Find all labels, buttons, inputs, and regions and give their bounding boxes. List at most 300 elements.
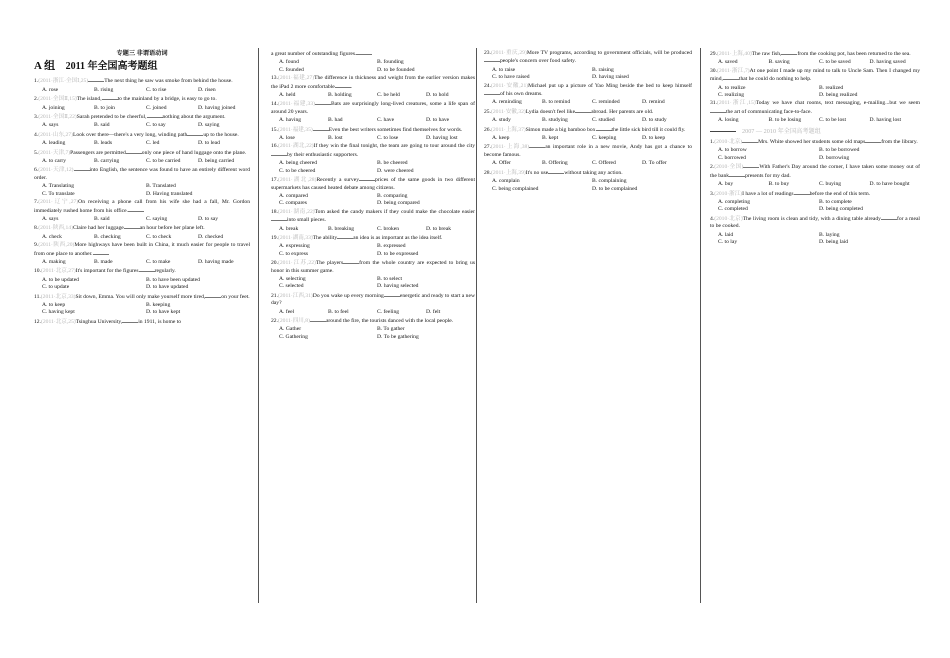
- answer-option: C. to make: [146, 258, 171, 265]
- answer-option: A. check: [42, 233, 62, 240]
- answer-blank: [384, 292, 400, 297]
- stem-text: a great number of outstanding figures.: [271, 51, 357, 57]
- question-source: (2010·北京): [714, 139, 743, 146]
- answer-blank: [313, 126, 329, 131]
- answer-option: C. to lose: [377, 135, 399, 142]
- question-stem: [710, 100, 920, 116]
- answer-option: D. to hold: [426, 92, 449, 99]
- question-list: [710, 138, 920, 246]
- stem-text: of his own dreams.: [500, 91, 543, 98]
- answer-options: [279, 243, 475, 258]
- answer-option: D. to have: [426, 117, 450, 124]
- answer-option: B. checking: [94, 233, 121, 240]
- question-number: 1.: [34, 78, 39, 85]
- answer-option: A. Translating: [42, 183, 75, 190]
- document-title: 专题三 非谓语动词: [116, 50, 168, 57]
- answer-blank: [743, 163, 759, 168]
- answer-option: B. Translated: [146, 183, 176, 190]
- answer-options: [718, 181, 920, 188]
- answer-option: C. to update: [42, 284, 70, 291]
- question-source: (2011·湖北,22): [278, 143, 314, 150]
- answer-option: D. borrowing: [819, 154, 850, 161]
- answer-option: D. to lead: [198, 140, 220, 147]
- question-number: 8.: [34, 225, 39, 232]
- answer-blank: [88, 77, 104, 82]
- question-stem: [271, 234, 475, 242]
- section-heading: [34, 60, 250, 73]
- question-number: 17.: [271, 177, 278, 184]
- answer-blank: [271, 151, 287, 156]
- answer-option: D. to have updated: [146, 284, 189, 291]
- answer-option: D. felt: [426, 308, 441, 315]
- question-stem: [271, 292, 475, 308]
- question-number: 10.: [34, 268, 41, 275]
- answer-option: A. Offer: [492, 160, 511, 167]
- answer-option: C. being complained: [492, 185, 539, 192]
- stem-text: Recently a survey: [316, 177, 359, 184]
- answer-option: A. compared: [279, 192, 308, 199]
- answer-option: D. to be complained: [592, 185, 638, 192]
- answer-option: D. being realized: [819, 92, 858, 99]
- answer-options: [279, 135, 475, 142]
- answer-option: B. laying: [819, 231, 840, 238]
- answer-option: A. rose: [42, 86, 59, 93]
- stem-text: It's no use: [525, 169, 549, 176]
- answer-option: C. To translate: [42, 190, 75, 197]
- question-source: (2011·全国Ⅱ,15): [38, 96, 77, 103]
- answer-blank: [315, 100, 331, 105]
- stem-text: to the mainland by a bridge, is easy to go to.: [117, 96, 217, 103]
- question-source: (2011·福建,35): [278, 126, 313, 133]
- answer-option: A. held: [279, 92, 296, 99]
- question-source: (2011·北京,33): [40, 293, 76, 300]
- answer-option: B. to remind: [542, 99, 571, 106]
- question-stem: [271, 143, 475, 159]
- question-stem: [271, 100, 475, 116]
- subsection-title: 2007 — 2010 年全国高考题组: [742, 127, 821, 135]
- stem-text: The difference in thickness and weight from the earlier version makes the iPad 2 more comfortable: [271, 75, 476, 90]
- question-stem: [710, 50, 920, 58]
- question-stem: [484, 126, 692, 134]
- answer-option: B. to be losing: [768, 117, 802, 124]
- answer-option: D. to study: [642, 117, 667, 124]
- question-stem: [271, 176, 475, 192]
- answer-option: D. to break: [426, 225, 452, 232]
- answer-options: [42, 259, 250, 266]
- question-number: 14.: [271, 101, 278, 108]
- question-number: 6.: [34, 167, 39, 174]
- stem-text: On receiving a phone call from his wife she had a fall, Mr. Gordon immediately rushed home from his office.: [34, 199, 251, 214]
- question-stem: [484, 83, 692, 99]
- question-number: 23.: [484, 50, 491, 56]
- question-source: (2010·北京): [714, 215, 743, 222]
- answer-blank: [484, 57, 500, 62]
- answer-option: A. keep: [492, 135, 510, 142]
- answer-option: D. risen: [198, 86, 216, 93]
- stem-text: energetic and ready to start a new day?: [271, 292, 476, 307]
- question-stem: [34, 131, 250, 139]
- group-title: 2011 年全国高考题组: [65, 61, 158, 73]
- stem-text: The raw fish,: [751, 51, 782, 57]
- answer-options: [279, 92, 475, 99]
- stem-text: The island,: [76, 96, 102, 103]
- answer-blank: [529, 143, 545, 148]
- question-number: 18.: [271, 208, 278, 215]
- question-number: 25.: [484, 108, 491, 115]
- stem-text: Claire had her luggage: [72, 225, 124, 232]
- answer-options: [492, 135, 692, 142]
- question-number: 22.: [271, 318, 278, 324]
- question-number: 1.: [710, 139, 715, 146]
- question-list: [710, 50, 920, 125]
- column-2: [271, 50, 475, 342]
- answer-option: C. joined: [146, 104, 167, 111]
- answer-options: [42, 183, 250, 198]
- question-stem: [34, 224, 250, 232]
- stem-text: Bats are surprisingly long-lived creatures, some a life span of around 20 years.: [271, 101, 475, 115]
- answer-option: B. to have been updated: [146, 276, 200, 283]
- answer-option: C. have: [377, 117, 395, 124]
- answer-option: B. be cheered: [377, 160, 408, 167]
- answer-option: C. borrowed: [718, 154, 746, 161]
- question-stem: [34, 242, 250, 258]
- answer-option: D. to say: [198, 215, 219, 222]
- question-number: 30.: [710, 67, 717, 74]
- answer-option: B. raising: [592, 66, 614, 73]
- answer-options: [492, 99, 692, 106]
- answer-option: A. says: [42, 215, 59, 222]
- answer-option: D. checked: [198, 233, 224, 240]
- answer-option: D. having lost: [426, 135, 458, 142]
- answer-blank: [126, 149, 142, 154]
- question-stem: [271, 317, 475, 325]
- question-number: 27.: [484, 144, 491, 151]
- answer-option: A. being cheered: [279, 160, 318, 167]
- stem-text: Sarah pretended to be cheerful,: [76, 114, 147, 121]
- question-source: (2011·全国Ⅱ,22): [38, 114, 77, 121]
- question-source: (2011·上海,40): [717, 51, 752, 57]
- answer-option: A. says: [42, 122, 59, 129]
- answer-option: A. complain: [492, 178, 520, 185]
- answer-option: A. Gather: [279, 326, 302, 333]
- answer-option: A. to borrow: [718, 147, 747, 154]
- answer-option: B. saving: [768, 59, 790, 66]
- answer-option: B. leads: [94, 140, 113, 147]
- question-source: (2011·上海,39): [491, 169, 526, 176]
- question-stem: [34, 113, 250, 121]
- answer-option: A. laid: [718, 231, 734, 238]
- answer-option: C. keeping: [592, 135, 617, 142]
- question-number: 20.: [271, 260, 278, 267]
- question-stem: [34, 149, 250, 157]
- answer-blank: [356, 50, 372, 55]
- stem-text: before the end of this term.: [809, 190, 871, 197]
- answer-blank: [128, 207, 144, 212]
- question-list: [271, 50, 475, 341]
- answer-option: C. completed: [718, 206, 748, 213]
- question-source: (2010·浙江): [714, 190, 743, 197]
- stem-text: The ability: [312, 234, 338, 241]
- answer-options: [42, 234, 250, 241]
- answer-option: B. made: [94, 258, 113, 265]
- question-stem: [484, 50, 692, 66]
- stem-text: Passengers are permitted: [70, 149, 126, 156]
- answer-option: A. to realize: [718, 84, 746, 91]
- answer-options: [279, 326, 475, 341]
- question-stem: [34, 199, 250, 215]
- answer-option: C. be held: [377, 92, 400, 99]
- answer-option: B. Offering: [542, 160, 568, 167]
- answer-option: B. said: [94, 122, 110, 129]
- answer-option: D. having joined: [198, 104, 236, 111]
- question-number: 15.: [271, 126, 278, 133]
- question-source: (2011·福建,27): [278, 75, 315, 82]
- answer-blank: [729, 172, 745, 177]
- answer-option: A. leading: [42, 140, 66, 147]
- question-source: (2011·江苏,22): [278, 260, 316, 267]
- answer-option: D. to be founded: [377, 66, 415, 73]
- stem-text: by their enthusiastic supporters.: [287, 151, 359, 158]
- question-number: 5.: [34, 149, 39, 156]
- answer-option: A. making: [42, 258, 66, 265]
- answer-option: B. realized: [819, 84, 844, 91]
- answer-option: B. to select: [377, 275, 403, 282]
- stem-text: the art of communicating face-to-face.: [726, 108, 812, 115]
- question-source: (2011·上海,38): [491, 144, 530, 151]
- answer-blank: [337, 234, 353, 239]
- answer-options: [279, 59, 475, 74]
- stem-text: Sit down, Emma. You will only make yourself more tired,: [75, 293, 206, 300]
- heading-rule: [710, 131, 736, 132]
- question-list: [34, 77, 250, 326]
- question-source: (2011·天津,12): [38, 167, 74, 174]
- answer-option: D. remind: [642, 99, 665, 106]
- answer-option: D. To offer: [642, 160, 667, 167]
- answer-options: [492, 117, 692, 124]
- question-number: 13.: [271, 75, 278, 82]
- question-number: 28.: [484, 169, 491, 176]
- answer-option: B. lost: [328, 135, 343, 142]
- answer-option: B. had: [328, 117, 343, 124]
- answer-option: D. to be expressed: [377, 250, 419, 257]
- column-divider: [476, 48, 477, 603]
- stem-text: Tom asked the candy makers if they could make the chocolate easier: [314, 208, 476, 215]
- answer-option: B. holding: [328, 92, 352, 99]
- question-source: (2011·湖南,22): [278, 208, 315, 215]
- answer-option: C. broken: [377, 225, 400, 232]
- stem-text: nothing about the argument.: [162, 114, 226, 121]
- answer-options: [42, 140, 250, 147]
- answer-options: [42, 105, 250, 112]
- answer-option: A. lose: [279, 135, 295, 142]
- answer-option: C. saying: [146, 215, 168, 222]
- stem-text: The next thing he saw was smoke from behind the house.: [104, 78, 233, 85]
- answer-blank: [74, 166, 90, 171]
- stem-text: regularly.: [154, 268, 176, 275]
- question-source: (2011·陕西,20): [38, 242, 75, 249]
- answer-option: C. to lay: [718, 238, 738, 245]
- answer-option: C. to be lost: [819, 117, 847, 124]
- answer-blank: [723, 75, 739, 80]
- answer-blank: [310, 317, 326, 322]
- stem-text: Do you wake up every morning: [312, 292, 384, 299]
- answer-options: [718, 59, 920, 66]
- answer-option: A. to carry: [42, 158, 67, 165]
- question-source: (2011·江西,31): [278, 292, 313, 299]
- answer-option: C. led: [146, 140, 160, 147]
- answer-option: A. joining: [42, 104, 65, 111]
- answer-option: A. losing: [718, 117, 739, 124]
- question-stem: [271, 209, 475, 225]
- answer-blank: [93, 250, 109, 255]
- answer-option: C. having kept: [42, 309, 75, 316]
- answer-option: A. feel: [279, 308, 295, 315]
- answer-options: [42, 122, 250, 129]
- answer-option: A. selecting: [279, 275, 306, 282]
- answer-option: B. expressed: [377, 243, 406, 250]
- answer-option: D. saying: [198, 122, 220, 129]
- answer-option: D. having made: [198, 258, 234, 265]
- question-source: (2011·安徽,32): [491, 108, 526, 115]
- answer-option: B. to feel: [328, 308, 349, 315]
- answer-options: [42, 277, 250, 292]
- stem-text: from the whole country are expected to bring us honor in this summer game.: [271, 260, 475, 274]
- answer-option: A. found: [279, 59, 299, 66]
- question-stem: [34, 267, 250, 275]
- question-source: (2011·重庆,29): [491, 50, 527, 56]
- answer-option: C. to rise: [146, 86, 167, 93]
- answer-blank: [710, 108, 726, 113]
- question-number: 2.: [710, 164, 715, 171]
- answer-options: [718, 117, 920, 124]
- question-stem: [710, 68, 920, 84]
- answer-option: C. selected: [279, 283, 304, 290]
- answer-option: A. to raise: [492, 66, 516, 73]
- answer-option: D. being carried: [198, 158, 235, 165]
- answer-blank: [794, 190, 810, 195]
- question-number: 24.: [484, 82, 491, 89]
- question-number: 2.: [34, 96, 39, 103]
- question-source: (2011·浙江·全国Ⅰ,25): [38, 78, 89, 85]
- answer-option: C. to be carried: [146, 158, 181, 165]
- answer-option: D. to have bought: [869, 181, 910, 188]
- question-stem: [271, 126, 475, 134]
- answer-option: B. To gather: [377, 326, 405, 333]
- question-source: (2011·浙江,15): [717, 100, 756, 107]
- column-divider: [258, 48, 259, 603]
- stem-text: Mrs. White showed her students some old maps: [758, 139, 866, 146]
- stem-text: around the fire, the tourists danced with the local people.: [325, 318, 454, 324]
- answer-option: B. rising: [94, 86, 114, 93]
- stem-text: Lydia doesn't feel like: [525, 108, 576, 115]
- stem-text: More TV programs, according to government officials, will be produced: [526, 50, 692, 56]
- question-stem: [710, 215, 920, 231]
- stem-text: the little sick bird till it could fly.: [611, 126, 686, 133]
- question-stem: [710, 190, 920, 198]
- answer-options: [718, 232, 920, 247]
- column-divider: [700, 48, 701, 603]
- answer-option: A. expressing: [279, 243, 310, 250]
- answer-option: B. carrying: [94, 158, 120, 165]
- stem-text: from the cooking pot, has been returned to the sea.: [797, 51, 911, 57]
- answer-blank: [359, 176, 375, 181]
- question-source: (2011·上海,37): [491, 126, 526, 133]
- answer-options: [279, 226, 475, 233]
- answer-blank: [742, 138, 758, 143]
- answer-option: D. Having translated: [146, 190, 193, 197]
- answer-option: D. being compared: [377, 200, 420, 207]
- stem-text: an idea is as important as the idea itself.: [353, 234, 443, 241]
- question-number: 26.: [484, 126, 491, 133]
- answer-option: B. breaking: [328, 225, 355, 232]
- question-stem: [34, 95, 250, 103]
- question-stem: [271, 50, 475, 58]
- stem-text: The players: [315, 260, 344, 267]
- answer-option: C. to be saved: [819, 59, 851, 66]
- stem-text: into English, the sentence was found to have an entirely different word order.: [34, 167, 250, 181]
- question-source: (2011·湖北,28): [278, 177, 317, 184]
- answer-option: C. feeling: [377, 308, 400, 315]
- answer-option: A. completing: [718, 198, 751, 205]
- answer-blank: [781, 50, 797, 55]
- question-stem: [484, 143, 692, 159]
- answer-option: B. to buy: [768, 181, 790, 188]
- answer-options: [42, 216, 250, 223]
- answer-options: [492, 178, 692, 193]
- question-stem: [710, 138, 920, 146]
- stem-text: With Father's Day around the corner, I have taken some money out of the bank: [710, 164, 920, 179]
- stem-text: without taking any action.: [564, 169, 623, 176]
- question-stem: [710, 163, 920, 180]
- stem-text: people's concern over food safety.: [500, 58, 576, 65]
- answer-blank: [484, 90, 500, 95]
- answer-blank: [865, 138, 881, 143]
- stem-text: an hour before her plane left.: [139, 225, 205, 232]
- question-number: 19.: [271, 234, 278, 241]
- answer-option: A. to keep: [42, 301, 66, 308]
- stem-text: up to the house.: [203, 131, 239, 138]
- answer-option: B. to complete: [819, 198, 852, 205]
- question-source: (2011·山东,27): [38, 131, 73, 138]
- stem-text: Michael put up a picture of Yao Ming beside the bed to keep himself: [528, 82, 693, 89]
- answer-option: C. to express: [279, 250, 309, 257]
- answer-option: D. being laid: [819, 238, 849, 245]
- answer-option: D. were cheered: [377, 167, 414, 174]
- answer-option: A. to be updated: [42, 276, 79, 283]
- question-source: (2011·福建,33): [278, 101, 315, 108]
- answer-options: [42, 158, 250, 165]
- answer-options: [492, 67, 692, 82]
- question-stem: [34, 318, 250, 326]
- question-stem: [484, 169, 692, 177]
- answer-option: A. break: [279, 225, 299, 232]
- column-1: [34, 50, 250, 327]
- question-stem: [34, 77, 250, 85]
- stem-text: from the library.: [881, 139, 918, 146]
- answer-option: A. buy: [718, 181, 734, 188]
- answer-options: [718, 85, 920, 100]
- question-number: 4.: [710, 215, 715, 222]
- stem-text: Tsinghua University,: [75, 318, 123, 325]
- stem-text: in 1911, is home to: [138, 318, 182, 325]
- stem-text: At one point I made up my mind to talk to Uncle Sam. Then I changed my mind,: [710, 67, 920, 83]
- answer-options: [492, 160, 692, 167]
- stem-text: on your feet.: [221, 293, 250, 300]
- answer-option: C. realizing: [718, 92, 745, 99]
- answer-option: B. studying: [542, 117, 568, 124]
- answer-option: C. to be cheered: [279, 167, 316, 174]
- stem-text: an important role in a new movie, Andy has got a chance to become famous.: [484, 144, 693, 158]
